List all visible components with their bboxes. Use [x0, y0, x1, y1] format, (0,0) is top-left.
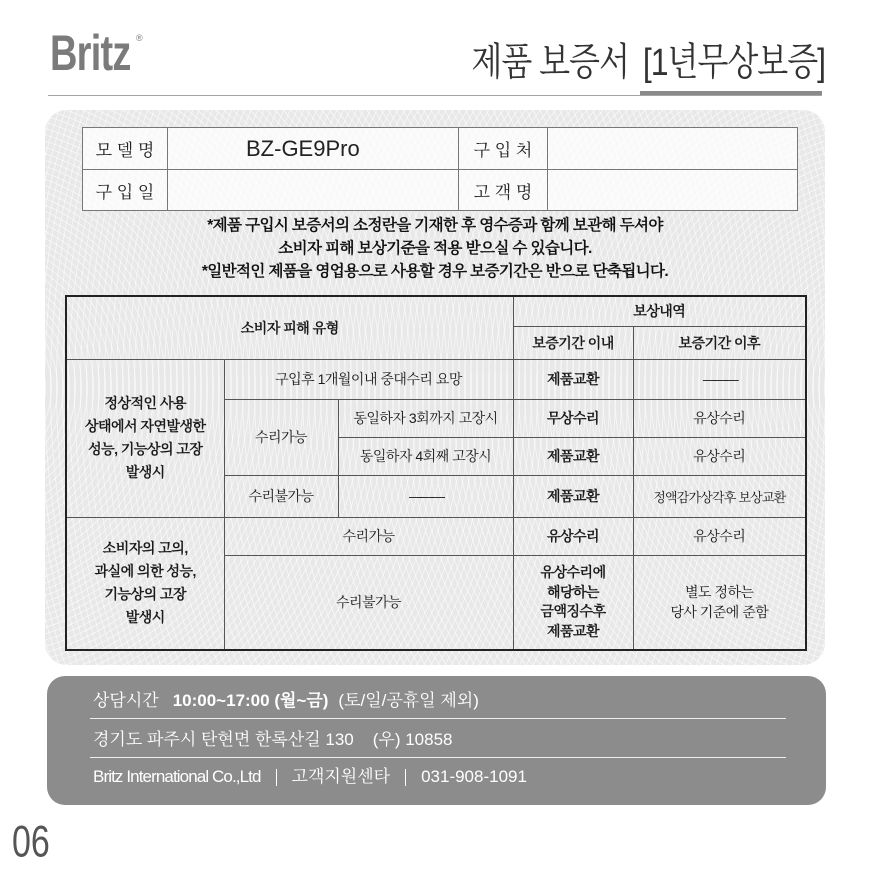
after-warranty-cell: ——— — [633, 359, 806, 399]
condition-cell: 구입후 1개월이내 중대수리 요망 — [224, 359, 513, 399]
condition-cell: 동일하자 3회까지 고장시 — [338, 399, 513, 437]
group-label-line: 상태에서 자연발생한 — [84, 418, 206, 434]
cell-line: 유상수리에 — [540, 564, 606, 581]
group-label-line: 과실에 의한 성능, — [94, 563, 196, 580]
postal-code: (우) 10858 — [372, 730, 453, 749]
hours-value: 10:00~17:00 (월~금) — [172, 691, 329, 710]
group-label-line: 소비자의 고의, — [102, 540, 188, 557]
footer-divider — [90, 718, 786, 719]
title-text: 제품 보증서 — [471, 40, 629, 84]
condition-cell: 수리가능 — [224, 517, 513, 555]
after-warranty-header: 보증기간 이후 — [633, 326, 806, 359]
model-value: BZ-GE9Pro — [168, 128, 459, 170]
within-warranty-cell: 제품교환 — [513, 359, 633, 399]
within-warranty-cell: 제품교환 — [513, 437, 633, 475]
store-label: 구 입 처 — [459, 128, 548, 170]
footer-divider — [90, 757, 786, 758]
info-row — [83, 170, 798, 211]
cell-line: 별도 정하는 — [685, 584, 754, 601]
address-line — [93, 728, 453, 752]
condition-cell: 수리불가능 — [224, 555, 513, 650]
table-row — [66, 517, 806, 555]
condition-cell: ——— — [338, 475, 513, 517]
group-label-line: 성능, 기능상의 고장 — [88, 441, 203, 457]
store-value-field — [548, 128, 798, 170]
warranty-notes — [45, 214, 825, 283]
within-warranty-cell: 무상수리 — [513, 399, 633, 437]
repair-type-cell: 수리가능 — [224, 399, 338, 475]
customer-label: 고 객 명 — [459, 170, 548, 211]
damage-group-label — [66, 517, 224, 650]
group-label-line: 발생시 — [125, 609, 165, 626]
compensation-header: 보상내역 — [513, 296, 806, 326]
table-header-row — [66, 296, 806, 326]
model-label: 모 델 명 — [83, 128, 168, 170]
page-title — [471, 39, 825, 85]
info-row — [83, 128, 798, 170]
within-warranty-cell — [513, 555, 633, 650]
damage-type-header: 소비자 피해 유형 — [66, 296, 513, 359]
within-warranty-cell: 제품교환 — [513, 475, 633, 517]
group-label-line: 발생시 — [125, 464, 165, 480]
vertical-divider — [276, 769, 277, 786]
condition-cell: 동일하자 4회째 고장시 — [338, 437, 513, 475]
within-warranty-header: 보증기간 이내 — [513, 326, 633, 359]
cell-line: 금액징수후 — [540, 603, 606, 620]
company-name: Britz International Co.,Ltd — [93, 767, 261, 786]
phone-number: 031-908-1091 — [421, 767, 527, 786]
product-info-table — [82, 127, 798, 211]
purchase-date-label: 구 입 일 — [83, 170, 168, 211]
within-warranty-cell: 유상수리 — [513, 517, 633, 555]
header-divider — [48, 95, 822, 96]
cell-line: 당사 기준에 준함 — [670, 604, 769, 621]
after-warranty-cell — [633, 555, 806, 650]
customer-service-box — [47, 676, 826, 805]
note-line: *제품 구입시 보증서의 소정란을 기재한 후 영수증과 함께 보관해 두셔야 — [207, 217, 663, 234]
group-label-line: 정상적인 사용 — [104, 395, 187, 411]
after-warranty-cell: 정액감가상각후 보상교환 — [633, 475, 806, 517]
repair-type-cell: 수리불가능 — [224, 475, 338, 517]
purchase-date-value-field — [168, 170, 459, 211]
britz-logo: Britz — [50, 25, 131, 81]
contact-line — [93, 765, 527, 789]
title-badge: [1년무상보증] — [642, 40, 825, 84]
registered-mark: ® — [136, 33, 143, 43]
page-number: 06 — [12, 817, 50, 867]
vertical-divider — [405, 769, 406, 786]
service-hours-line — [93, 689, 479, 713]
damage-group-label — [66, 359, 224, 517]
header-accent-bar — [640, 91, 822, 95]
customer-value-field — [548, 170, 798, 211]
after-warranty-cell: 유상수리 — [633, 517, 806, 555]
group-label-line: 기능상의 고장 — [104, 586, 187, 603]
hours-note: (토/일/공휴일 제외) — [338, 691, 479, 710]
compensation-table — [65, 295, 807, 651]
support-center: 고객지원센타 — [291, 767, 391, 786]
hours-label: 상담시간 — [93, 691, 159, 710]
address: 경기도 파주시 탄현면 한록산길 130 — [93, 730, 354, 749]
table-row — [66, 359, 806, 399]
cell-line: 제품교환 — [546, 622, 600, 639]
note-line: *일반적인 제품을 영업용으로 사용할 경우 보증기간은 반으로 단축됩니다. — [201, 263, 669, 280]
after-warranty-cell: 유상수리 — [633, 437, 806, 475]
cell-line: 해당하는 — [546, 583, 600, 600]
after-warranty-cell: 유상수리 — [633, 399, 806, 437]
note-line: 소비자 피해 보상기준을 적용 받으실 수 있습니다. — [278, 240, 592, 257]
